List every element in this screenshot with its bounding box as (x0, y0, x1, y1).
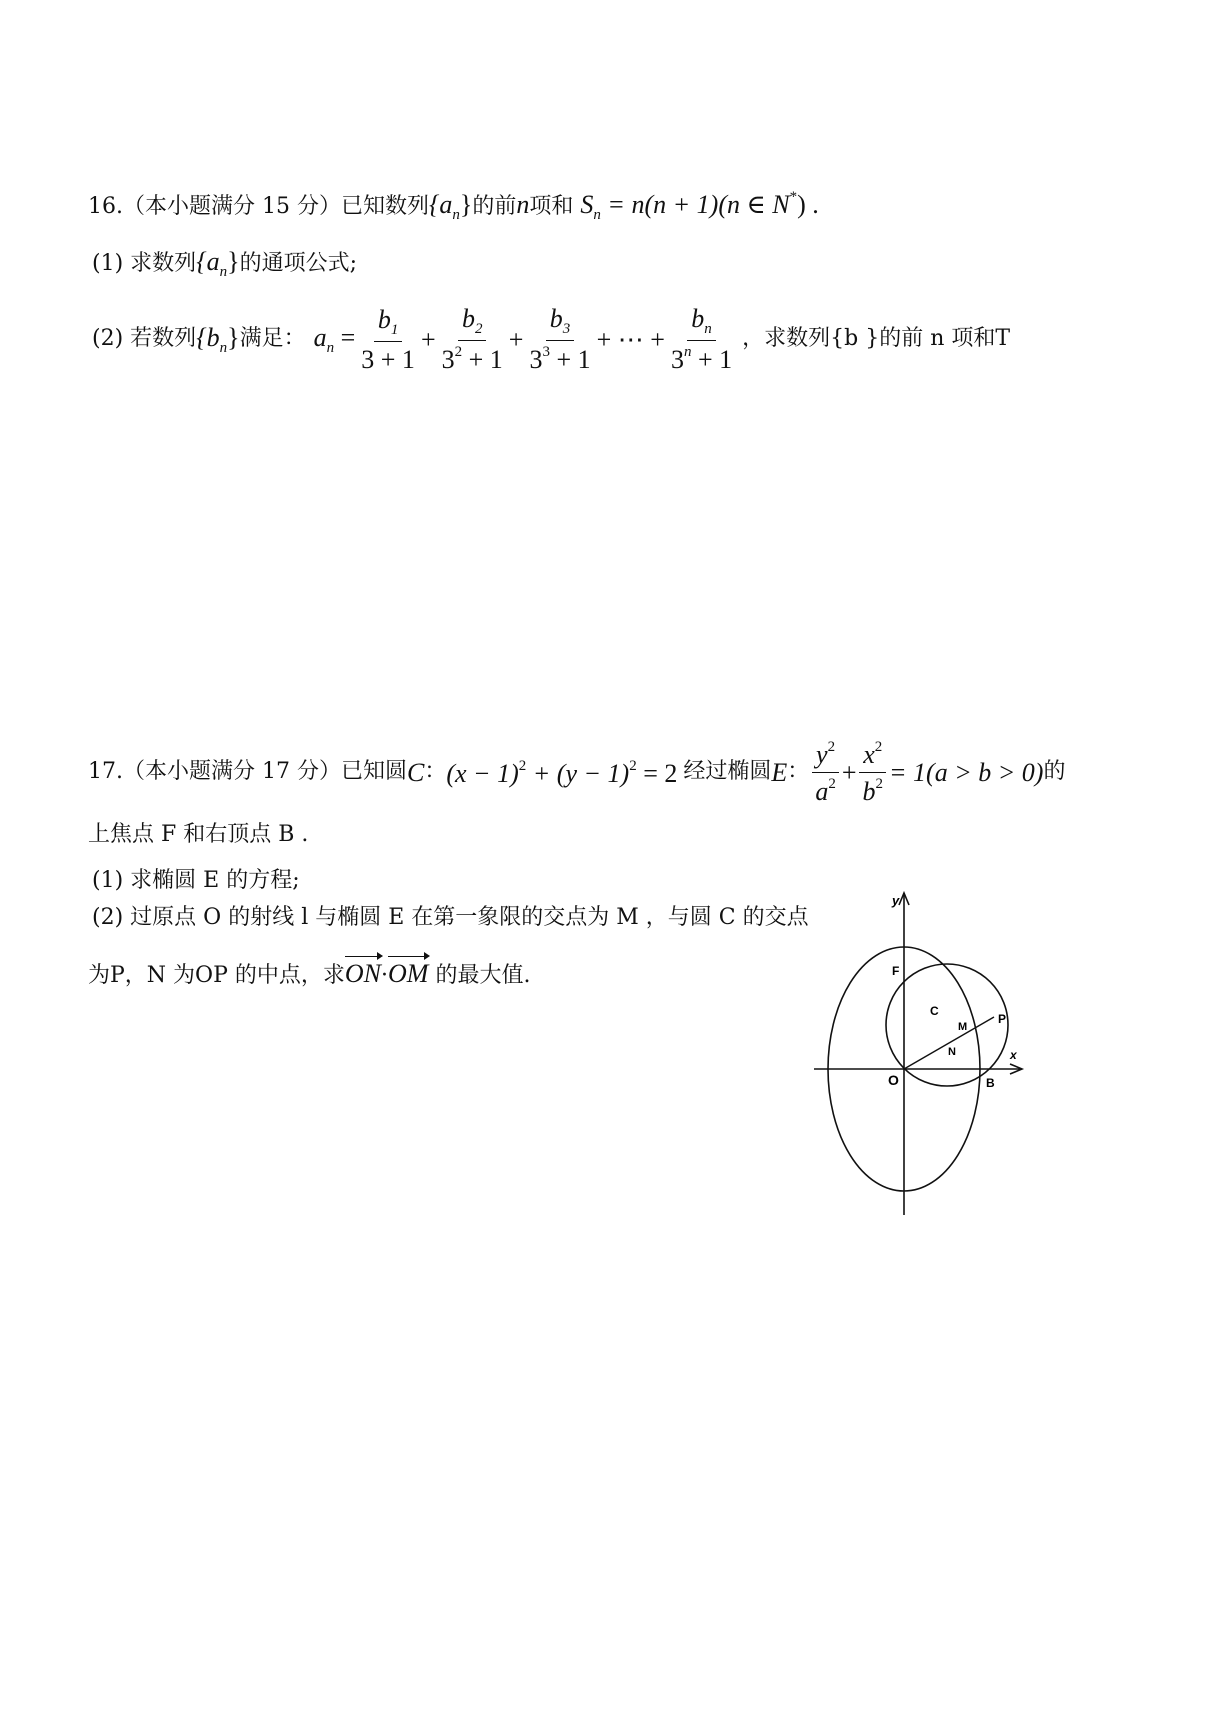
q17-header: （本小题满分 17 分） (123, 759, 341, 785)
q16-a-lhs: a (313, 322, 327, 352)
frac3-num: b (549, 304, 563, 333)
q17-x-sup: 2 (874, 739, 883, 755)
frac3-den-sup: 3 (542, 344, 550, 360)
q16-part1 (92, 246, 357, 281)
fracn-num: b (691, 304, 705, 333)
q17-ellipse-tail: = 1(a > b > 0) (888, 758, 1044, 788)
q16-frac-3 (525, 303, 594, 375)
q16-p2-text: 若数列 (130, 325, 197, 351)
q16-frac-2 (438, 303, 507, 375)
frac2-num-sub: 2 (474, 321, 483, 337)
q17-C: C (407, 758, 425, 788)
q16-set-a-sub: n (452, 207, 460, 223)
q16-S: S (580, 190, 594, 219)
q16-frac-1 (357, 304, 419, 375)
q16-p1-text: 求数列 (130, 251, 197, 276)
label-M: M (958, 1021, 968, 1033)
frac2-den-tail: + 1 (462, 345, 503, 374)
q16-eq-end: ) . (797, 190, 819, 219)
q17-circle-eq2: + (y − 1) (526, 758, 630, 788)
q16-S-sub: n (593, 207, 601, 223)
q16-plus-2: + (508, 324, 524, 354)
q17-intro: 已知圆 (340, 759, 407, 785)
q17-circle-eq: (x − 1) (446, 758, 519, 788)
q16-eq: = n(n + 1)(n ∈ N (607, 190, 790, 219)
q17-statement: 17. （本小题满分 17 分） 已知圆 C ： $(x - 1)^2 + (y - 1)^2 = 2$ 经过椭圆 E ： $\frac{y^2}{a^2}$ + $\frac{x^2}{b^2}$ = 1(a > b > 0) 的 (88, 739, 1066, 807)
q16-sum-text: 项和 (529, 194, 574, 219)
q17-circle-sup2: 2 (629, 757, 637, 774)
q17-pass: 经过椭圆 (683, 759, 772, 785)
q17-a: a (815, 777, 829, 807)
q17-part2-cont (88, 958, 530, 989)
q17-dot: · (381, 963, 389, 988)
q17-frac-x (858, 738, 887, 807)
fracn-den-sup: n (683, 344, 692, 360)
q16-p1-set-a-sub: n (219, 264, 228, 280)
q17-figure (800, 885, 1040, 1225)
q17-circle-sup1: 2 (518, 757, 527, 774)
q16-mid: 的前 (472, 194, 517, 219)
q17-line2: 上焦点 F 和右顶点 B . (88, 822, 309, 847)
q16-p2-tail: ，求数列{b }的前 n 项和T (742, 325, 1011, 351)
q16-set-b: {b (196, 322, 220, 352)
frac3-num-sub: 3 (562, 321, 571, 337)
q17-a-sup: 2 (828, 776, 836, 793)
fracn-den: 3 (670, 345, 684, 374)
q16-frac-n (667, 303, 736, 375)
label-F: F (892, 964, 900, 978)
q17-y-sup: 2 (827, 739, 836, 755)
q17-frac-y (811, 738, 840, 807)
frac2-den: 3 (441, 345, 455, 374)
label-x: x (1010, 1048, 1017, 1062)
q16-dots: + ⋯ + (596, 324, 665, 354)
frac3-den: 3 (529, 345, 543, 374)
q16-p1-set-a: {a (196, 247, 220, 276)
fracn-den-tail: + 1 (691, 345, 733, 374)
q16-p2-label: (2) (92, 325, 124, 351)
q16-set-close: } (459, 190, 473, 219)
q16-plus-1: + (420, 324, 436, 354)
q16-header: （本小题满分 15 分） (123, 194, 341, 219)
q17-p2-text: 过原点 O 的射线 l 与椭圆 E 在第一象限的交点为 M ，与圆 C 的交点 (130, 905, 809, 930)
q17-E: E (771, 758, 788, 788)
q17-x: x (863, 740, 875, 769)
frac2-num: b (461, 304, 475, 333)
q17-p1-text: 求椭圆 E 的方程; (130, 868, 300, 893)
label-y: y (892, 893, 900, 908)
frac1-num: b (377, 304, 391, 334)
label-N: N (948, 1046, 956, 1058)
q16-part2 (92, 303, 1010, 375)
label-B: B (986, 1076, 995, 1090)
q17-part2 (92, 905, 809, 931)
q17-b: b (862, 777, 876, 807)
q16-p1-set-close: } (227, 247, 240, 276)
frac1-num-sub: 1 (390, 321, 399, 338)
vector-ON: ON (344, 959, 382, 988)
q17-y: y (816, 740, 828, 769)
q16-eq-sign: = (340, 322, 356, 352)
frac2-den-sup: 2 (454, 344, 463, 360)
q16-intro: 已知数列 (340, 194, 429, 219)
q16-set-a: {a (429, 190, 453, 219)
q16-set-b-close: } (227, 322, 240, 352)
q17-p1-label: (1) (92, 868, 124, 893)
q16-set-b-sub: n (219, 339, 228, 356)
q17-colon2: ： (787, 759, 810, 785)
q17-p3-b: 的最大值. (435, 963, 531, 988)
label-C: C (930, 1004, 939, 1018)
q17-number: 17. (88, 759, 123, 785)
q16-n: n (516, 190, 530, 219)
q16-statement (88, 188, 819, 224)
q16-p2-text2: 满足： (239, 325, 306, 351)
vector-OM: OM (388, 959, 429, 988)
q17-part1 (92, 868, 300, 894)
q16-p1-tail: 的通项公式; (239, 251, 357, 276)
label-O: O (888, 1072, 899, 1088)
q16-N-sup: * (789, 189, 798, 205)
frac1-den: 3 + 1 (361, 344, 415, 374)
q16-number: 16. (88, 194, 123, 219)
q17-colon: ： (424, 759, 447, 785)
q17-b-sup: 2 (875, 776, 883, 793)
frac3-den-tail: + 1 (549, 345, 591, 374)
q17-p3-a: 为P，N 为OP 的中点，求 (88, 963, 345, 988)
label-P: P (998, 1012, 1007, 1026)
q17-p2-label: (2) (92, 905, 124, 930)
q17-circle-eq3: = 2 (636, 758, 678, 788)
q16-a-sub: n (326, 339, 335, 356)
q16-p1-label: (1) (92, 251, 124, 276)
fracn-num-sub: n (704, 321, 712, 337)
q17-de: 的 (1043, 759, 1066, 785)
